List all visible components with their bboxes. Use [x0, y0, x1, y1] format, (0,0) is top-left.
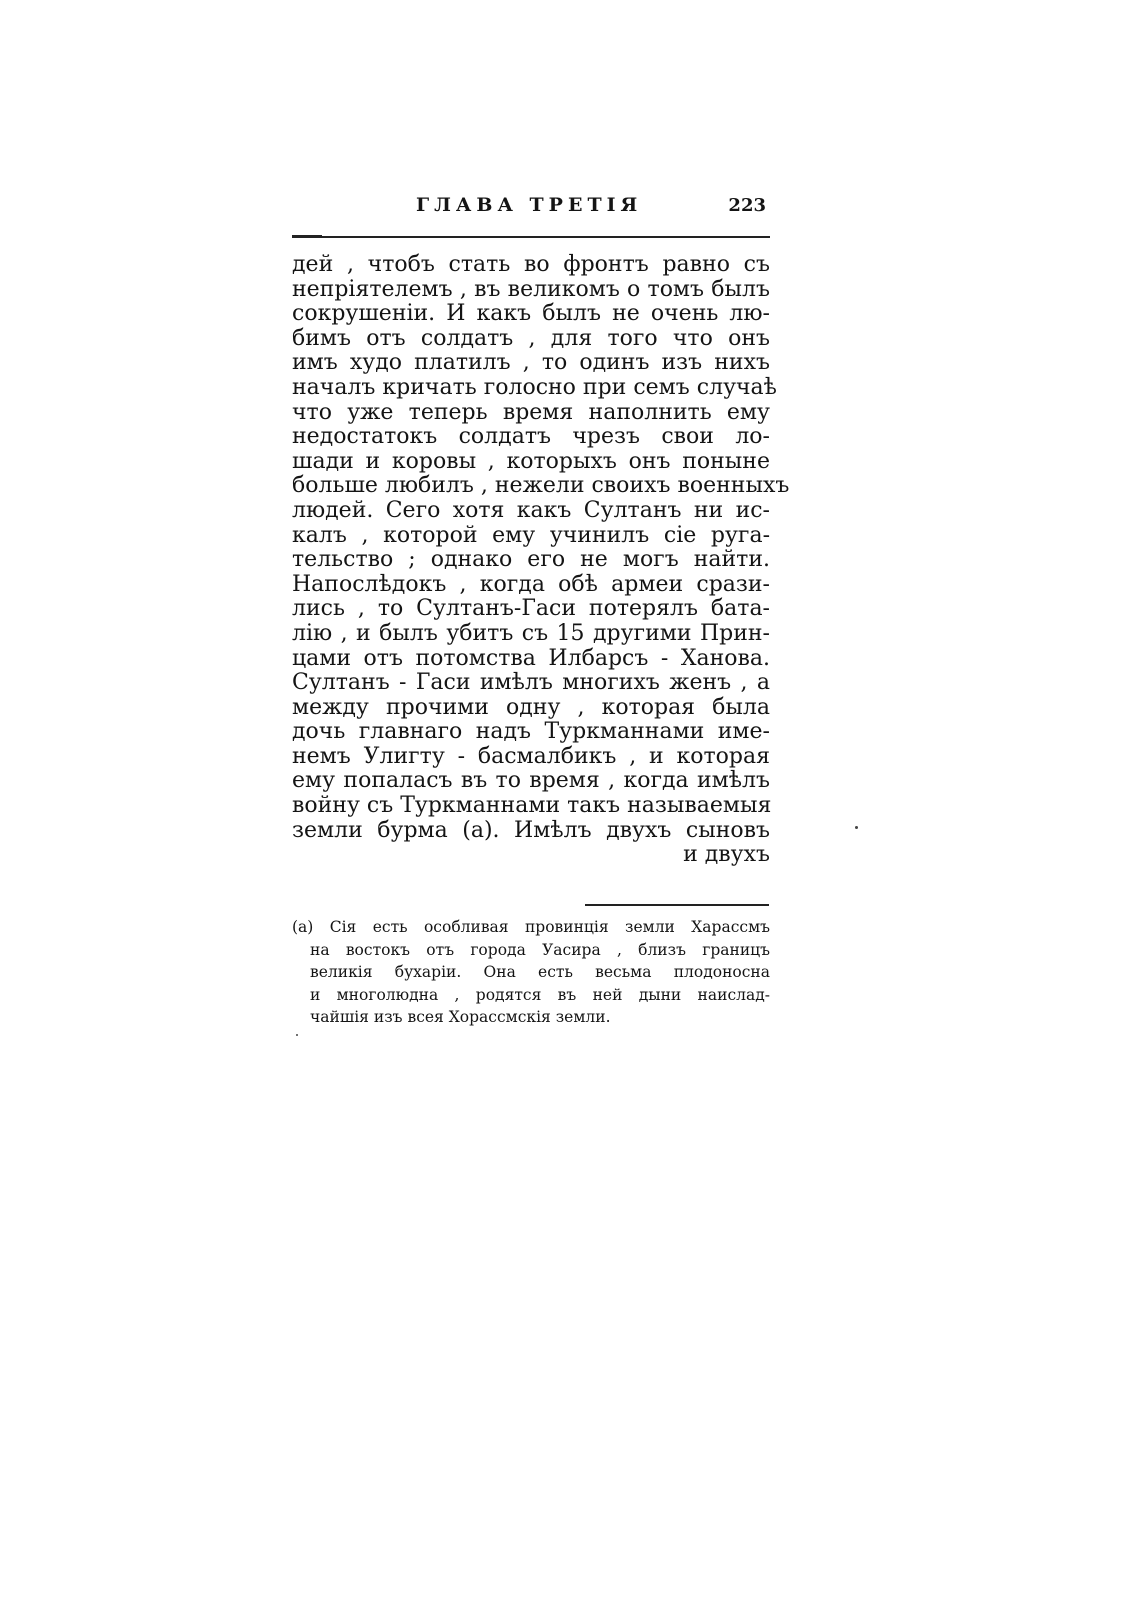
- body-line: земли бурма (а). Имѣлъ двухъ сыновъ: [292, 817, 770, 843]
- body-line: Султанъ - Гаси имѣлъ многихъ женъ , а: [292, 670, 770, 696]
- body-line: дей , чтобъ стать во фронтъ равно съ: [292, 252, 770, 277]
- body-line: немъ Улигту - басмалбикъ , и которая: [292, 743, 770, 769]
- body-line: цами отъ потомства Илбарсъ - Ханова.: [292, 645, 770, 671]
- body-line: ему попаласъ въ то время , когда имѣлъ: [292, 768, 770, 794]
- footnote-line: чайшія изъ всея Хорассмскія земли.: [310, 1008, 611, 1027]
- body-line: непріятелемъ , въ великомъ о томъ былъ: [292, 276, 770, 302]
- body-line: сокрушеніи. И какъ былъ не очень лю-: [292, 301, 770, 327]
- body-text: [292, 252, 790, 868]
- body-line: шади и коровы , которыхъ онъ поныне: [292, 448, 770, 474]
- running-title: ГЛАВА ТРЕТІЯ: [416, 194, 643, 216]
- body-line: больше любилъ , нежели своихъ военныхъ: [292, 473, 790, 499]
- body-line: недостатокъ солдатъ чрезъ свои ло-: [292, 424, 770, 450]
- body-line: людей. Сего хотя какъ Султанъ ни ис-: [292, 497, 770, 523]
- body-line: началъ кричать голосно при семъ случаѣ: [292, 374, 777, 400]
- body-line: Напослѣдокъ , когда обѣ армеи срази-: [292, 571, 770, 597]
- body-line: калъ , которой ему учинилъ сіе руга-: [292, 522, 770, 548]
- footnote-rule: [585, 904, 769, 906]
- page-number: 223: [728, 195, 766, 216]
- ink-speck: [296, 1034, 298, 1036]
- body-line: тельство ; однако его не могъ найти.: [292, 547, 770, 573]
- footnote-line: и многолюдна , родятся въ ней дыни наислад-: [310, 985, 770, 1004]
- body-line: лію , и былъ убитъ съ 15 другими Прин-: [292, 620, 770, 646]
- header-rule: [292, 236, 770, 238]
- body-line: бимъ отъ солдатъ , для того что онъ: [292, 325, 770, 351]
- catchword: и двухъ: [683, 842, 770, 868]
- footnote-line: (а) Сія есть особливая провинція земли Харассмъ: [292, 918, 770, 936]
- body-line: между прочими одну , которая была: [292, 694, 770, 720]
- body-line: что уже теперь время наполнить ему: [292, 399, 770, 425]
- body-line: войну съ Туркманнами такъ называемыя: [292, 793, 772, 819]
- footnote-line: великія бухаріи. Она есть весьма плодоносна: [310, 963, 770, 982]
- page-header: [292, 194, 770, 224]
- body-line: дочь главнаго надъ Туркманнами име-: [292, 719, 770, 745]
- body-line: лись , то Султанъ-Гаси потерялъ бата-: [292, 596, 770, 622]
- ink-speck: [855, 826, 858, 829]
- body-line: имъ худо платилъ , то одинъ изъ нихъ: [292, 350, 770, 376]
- footnote-line: на востокъ отъ города Уасира , близъ границъ: [310, 940, 770, 959]
- footnote: [292, 916, 770, 1029]
